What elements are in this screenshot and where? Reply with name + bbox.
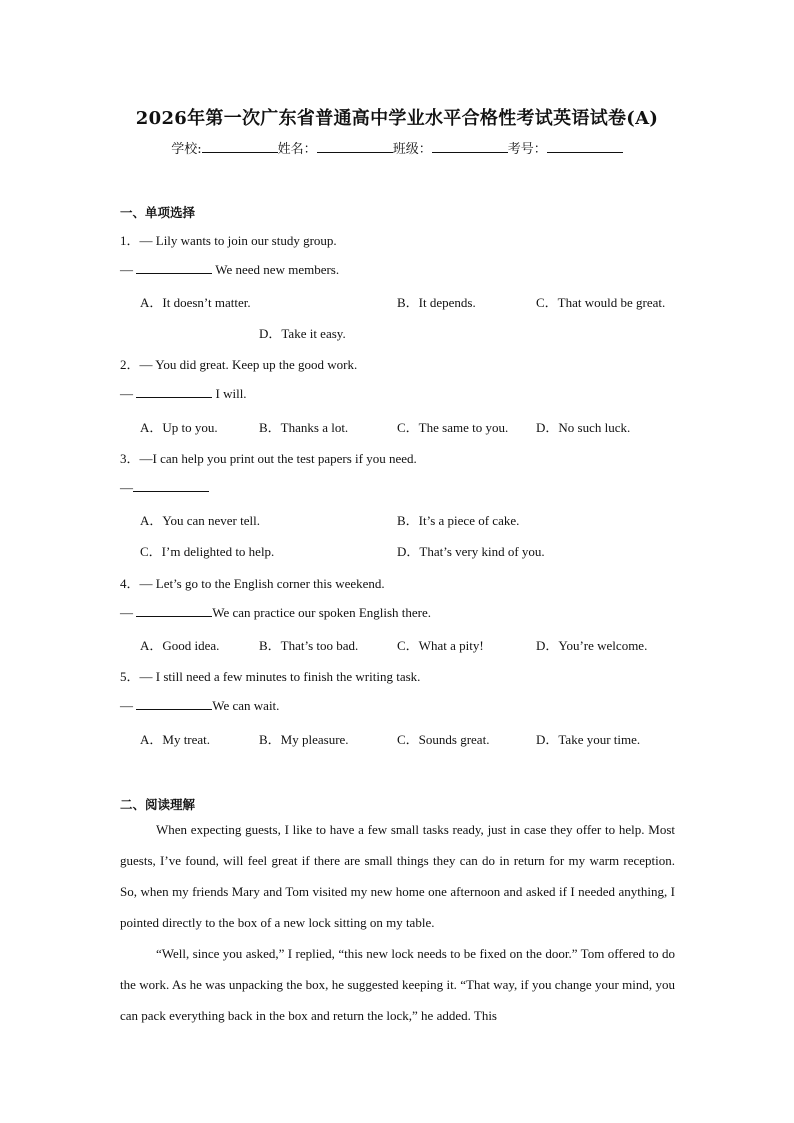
class-blank[interactable]: [432, 140, 508, 153]
option-a[interactable]: A．Good idea.: [140, 638, 220, 653]
answer-blank[interactable]: [136, 697, 212, 710]
option-d[interactable]: D．You’re welcome.: [536, 638, 648, 653]
section-heading-choice: 一、单项选择: [120, 205, 196, 220]
answer-blank[interactable]: [133, 479, 209, 492]
option-a[interactable]: A．It doesn’t matter.: [140, 295, 251, 310]
name-label: 姓名：: [277, 142, 317, 157]
option-b[interactable]: B．Thanks a lot.: [259, 420, 349, 435]
question-reply: — We can wait.: [120, 698, 280, 713]
option-c[interactable]: C．What a pity!: [397, 638, 484, 653]
option-a[interactable]: A．Up to you.: [140, 420, 218, 435]
option-b[interactable]: B．That’s too bad.: [259, 638, 359, 653]
answer-blank[interactable]: [136, 385, 212, 398]
option-b[interactable]: B．It’s a piece of cake.: [397, 513, 520, 528]
question-stem: 2．— You did great. Keep up the good work.: [120, 357, 358, 372]
option-c[interactable]: C．Sounds great.: [397, 732, 490, 747]
exam-no-label: 考号：: [507, 142, 547, 157]
student-info-row: [0, 138, 794, 157]
option-d[interactable]: D．Take it easy.: [259, 326, 346, 341]
question-stem: 1．— Lily wants to join our study group.: [120, 233, 337, 248]
question-stem: 4．— Let’s go to the English corner this weekend.: [120, 576, 385, 591]
option-b[interactable]: B．It depends.: [397, 295, 476, 310]
answer-blank[interactable]: [136, 261, 212, 274]
answer-blank[interactable]: [136, 604, 212, 617]
question-reply: — We can practice our spoken English there.: [120, 605, 432, 620]
question-stem: 5．— I still need a few minutes to finish the writing task.: [120, 669, 421, 684]
option-d[interactable]: D．Take your time.: [536, 732, 641, 747]
option-a[interactable]: A．You can never tell.: [140, 513, 260, 528]
question-reply: — We need new members.: [120, 262, 340, 277]
question-stem: 3．—I can help you print out the test papers if you need.: [120, 451, 417, 466]
option-d[interactable]: D．That’s very kind of you.: [397, 544, 545, 559]
option-c[interactable]: C．The same to you.: [397, 420, 509, 435]
option-c[interactable]: C．That would be great.: [536, 295, 666, 310]
name-blank[interactable]: [317, 140, 393, 153]
school-label: 学校:: [171, 142, 202, 157]
question-reply: — I will.: [120, 386, 247, 401]
class-label: 班级：: [392, 142, 432, 157]
option-b[interactable]: B．My pleasure.: [259, 732, 349, 747]
option-c[interactable]: C．I’m delighted to help.: [140, 544, 275, 559]
reading-paragraph: When expecting guests, I like to have a few small tasks ready, just in case they offer to help. Most guests, I’ve found, will feel great if there are small things they can do in return for my warm reception. So, when my friends Mary and Tom visited my new home one afternoon and asked if I needed anything, I pointed directly to the box of a new lock sitting on my table.: [120, 822, 675, 930]
page-title: 2026年第一次广东省普通高中学业水平合格性考试英语试卷(A): [135, 108, 659, 129]
reading-paragraph: “Well, since you asked,” I replied, “this new lock needs to be fixed on the door.” Tom offered to do the work. As he was unpacking the box, he suggested keeping it. “That way, if you change your mind, you can pack everything back in the box and return the lock,” he added. This: [120, 946, 675, 1023]
option-a[interactable]: A．My treat.: [140, 732, 211, 747]
exam-no-blank[interactable]: [547, 140, 623, 153]
section-heading-reading: 二、阅读理解: [120, 797, 196, 812]
question-reply: —: [120, 479, 209, 496]
school-blank[interactable]: [202, 140, 278, 153]
option-d[interactable]: D．No such luck.: [536, 420, 631, 435]
